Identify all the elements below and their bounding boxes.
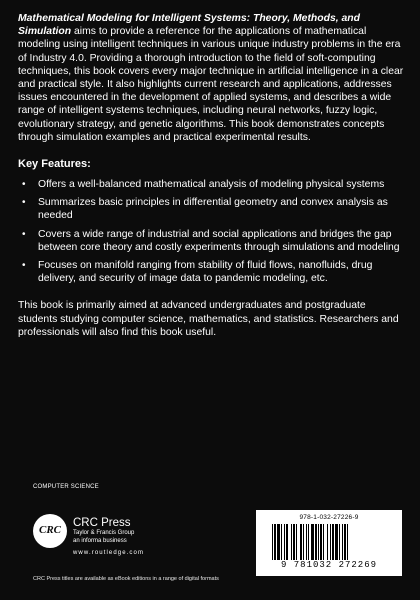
barcode-digits: 9 781032 272269: [280, 560, 377, 570]
publisher-tagline: an informa business: [73, 537, 127, 544]
bullet-icon: •: [22, 197, 26, 209]
book-description: [18, 12, 404, 144]
logo-mark: CRC: [38, 524, 61, 536]
crc-logo-icon: [33, 514, 67, 548]
feature-text: Offers a well-balanced mathematical analysis of modeling physical systems: [38, 179, 385, 191]
subject-category: COMPUTER SCIENCE: [33, 484, 99, 490]
feature-text: Focuses on manifold ranging from stability of fluid flows, nanofluids, drug delivery, and security of image data to pandemic modeling, etc.: [38, 260, 373, 285]
back-cover-content: [18, 12, 404, 339]
feature-text: Summarizes basic principles in differential geometry and convex analysis as needed: [38, 197, 388, 222]
list-item: [18, 259, 404, 285]
publisher-text: [73, 517, 134, 545]
list-item: [18, 196, 404, 222]
publisher-name: CRC Press: [73, 517, 131, 529]
ebook-note: CRC Press titles are available as eBook editions in a range of digital formats: [33, 576, 219, 582]
bullet-icon: •: [22, 228, 26, 240]
barcode: [256, 510, 402, 576]
list-item: [18, 228, 404, 254]
isbn-text: 978-1-032-27226-9: [299, 514, 359, 521]
key-features-list: [18, 178, 404, 285]
book-title: Mathematical Modeling for Intelligent Systems: Theory, Methods, and Simulation: [18, 13, 360, 38]
feature-text: Covers a wide range of industrial and social applications and bridges the gap between core theory and costly experiments through simulations and modeling: [38, 228, 400, 253]
publisher-website: www.routledge.com: [73, 550, 145, 556]
barcode-bars: [272, 524, 386, 560]
bullet-icon: •: [22, 179, 26, 191]
audience-paragraph: This book is primarily aimed at advanced undergraduates and postgraduate students studying computer science, mathematics, and statistics. Researchers and professionals will also find this book useful.: [18, 300, 399, 338]
description-body: aims to provide a reference for the applications of mathematical modeling using intelligent techniques in various unique industry problems in the era of Industry 4.0. Providing a thorough introduction to the field of soft-computing techniques, this book covers every major technique in artificial intelligence in a clear and practical style. It also highlights current research and applications, addresses issues encountered in the development of applied systems, and describes a wide range of intelligent systems techniques, including neural networks, fuzzy logic, evolutionary strategy, and genetic algorithms. This book demonstrates concepts through simulation examples and practical experimental results.: [18, 26, 404, 143]
list-item: [18, 178, 404, 191]
key-features-heading: Key Features:: [18, 158, 91, 171]
bullet-icon: •: [22, 260, 26, 272]
publisher-group: Taylor & Francis Group: [73, 530, 135, 536]
